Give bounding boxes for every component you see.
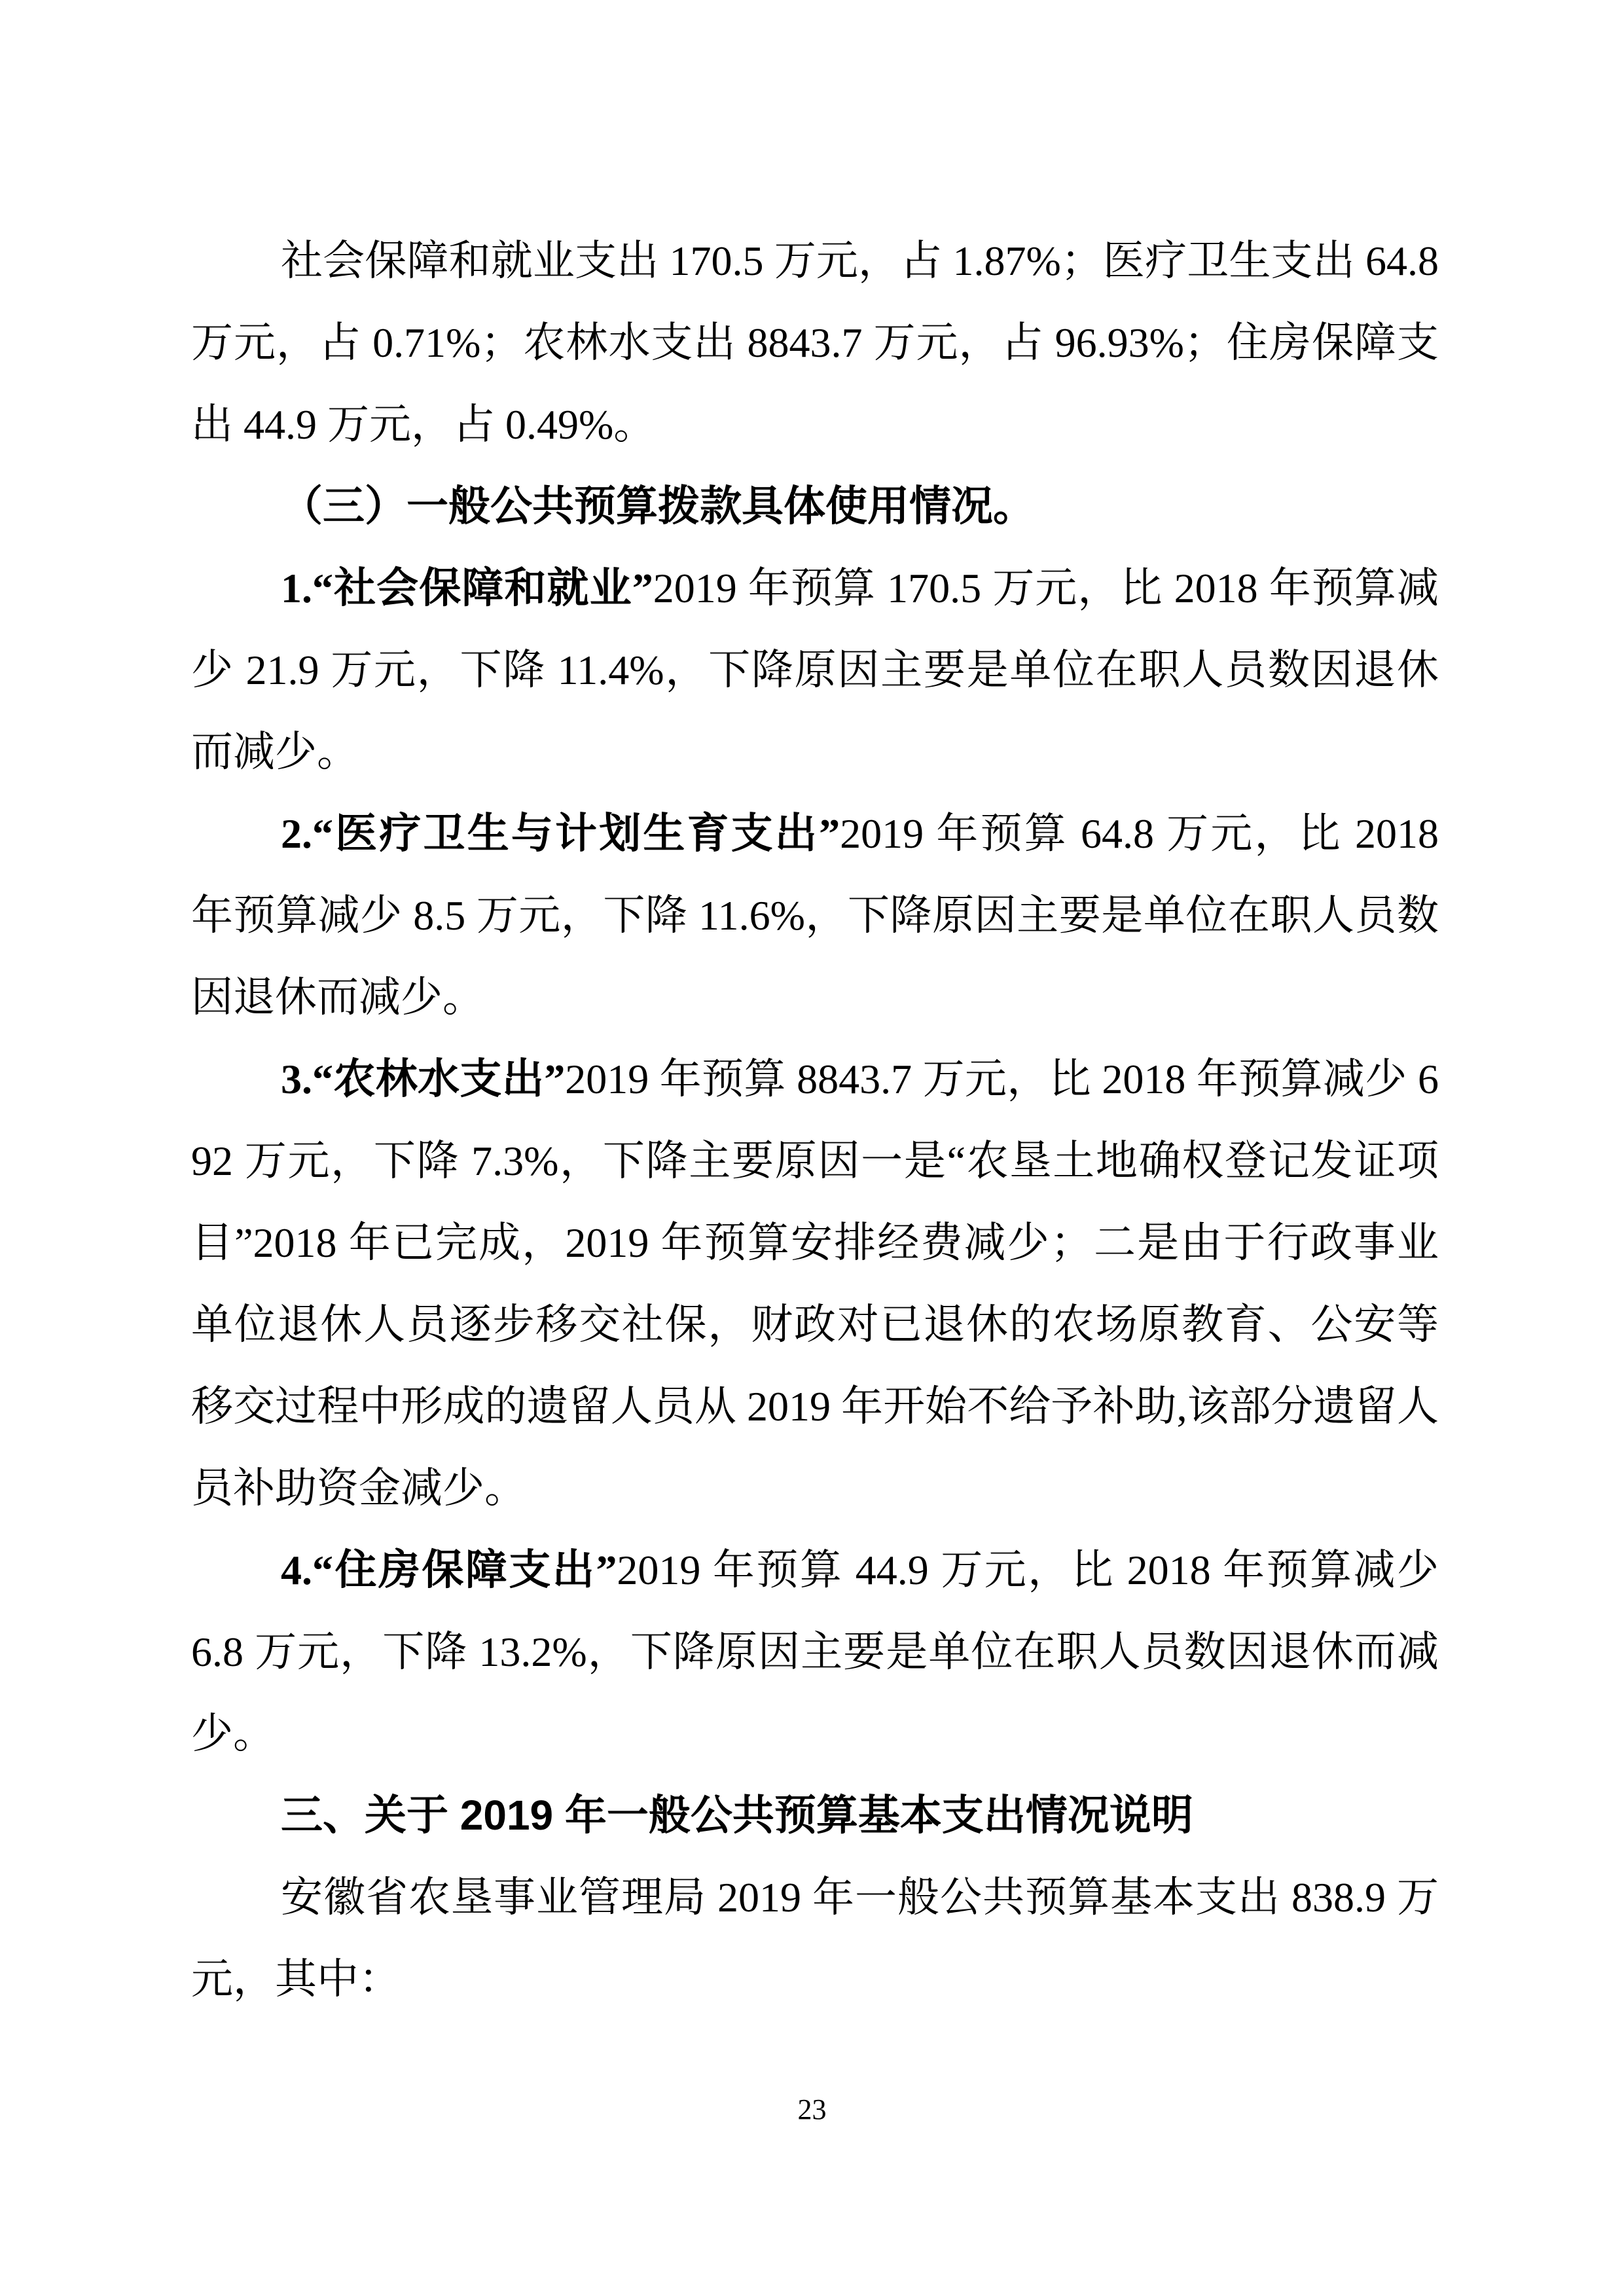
paragraph-text: 安徽省农垦事业管理局 2019 年一般公共预算基本支出 838.9 万元，其中： <box>191 1874 1439 2002</box>
item-3-lead-bold: 3.“农林水支出” <box>281 1056 566 1102</box>
heading-section-three-basic-expenditure <box>191 1775 1439 1856</box>
page-number: 23 <box>797 2093 827 2125</box>
item-2-lead-bold: 2.“医疗卫生与计划生育支出” <box>281 810 840 857</box>
item-1-lead-bold: 1.“社会保障和就业” <box>281 565 653 611</box>
paragraph-text: 社会保障和就业支出 170.5 万元，占 1.87%；医疗卫生支出 64.8 万元，占 0.71%；农林水支出 8843.7 万元，占 96.93%；住房保障支出 44.9 万元，占 0.49%。 <box>191 238 1439 448</box>
document-body <box>191 220 1439 2020</box>
item-3-text: 2019 年预算 8843.7 万元，比 2018 年预算减少 692 万元，下降 7.3%，下降主要原因一是“农垦土地确权登记发证项目”2018 年已完成，2019 年预算安排经费减少；二是由于行政事业单位退休人员逐步移交社保，财政对已退休的农场原教育、公安等移交过程中形成的遗留人员从 2019 年开始不给予补助,该部分遗留人员补助资金减少。 <box>191 1056 1439 1511</box>
paragraph-item-4-housing-security <box>191 1529 1439 1775</box>
item-2-text: 2019 年预算 64.8 万元，比 2018 年预算减少 8.5 万元，下降 11.6%，下降原因主要是单位在职人员数因退休而减少。 <box>191 810 1439 1021</box>
item-4-lead-bold: 4.“住房保障支出” <box>281 1547 617 1593</box>
paragraph-expenditure-overview <box>191 220 1439 465</box>
paragraph-basic-expenditure-intro <box>191 1856 1439 2020</box>
heading-text: 三、关于 2019 年一般公共预算基本支出情况说明 <box>281 1792 1193 1839</box>
paragraph-item-1-social-security <box>191 547 1439 793</box>
item-1-text: 2019 年预算 170.5 万元，比 2018 年预算减少 21.9 万元，下降 11.4%，下降原因主要是单位在职人员数因退休而减少。 <box>191 565 1439 775</box>
heading-section-3-general-budget-usage <box>191 465 1439 547</box>
item-4-text: 2019 年预算 44.9 万元，比 2018 年预算减少 6.8 万元，下降 13.2%，下降原因主要是单位在职人员数因退休而减少。 <box>191 1547 1439 1757</box>
heading-text: （三）一般公共预算拨款具体使用情况。 <box>281 483 1035 530</box>
paragraph-item-3-agriculture-forestry-water <box>191 1038 1439 1529</box>
paragraph-item-2-medical-health <box>191 793 1439 1038</box>
